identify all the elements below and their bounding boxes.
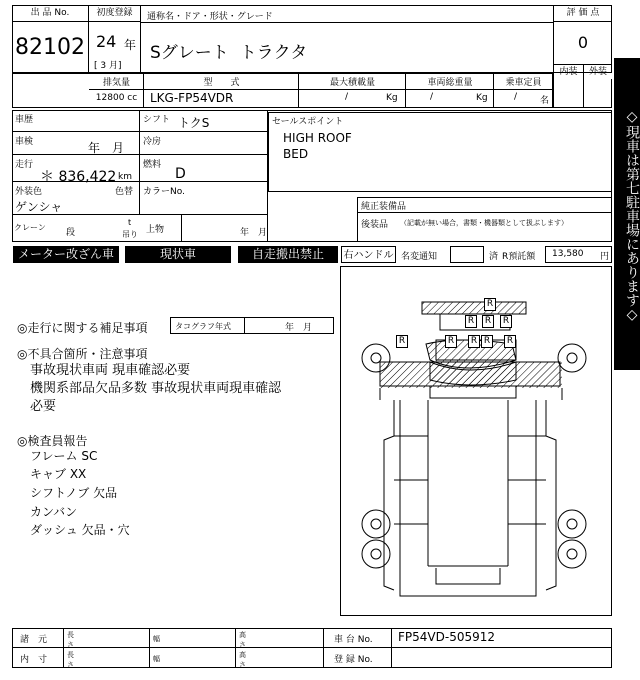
max-load-label: 最大積載量	[329, 78, 375, 88]
first-reg-col	[89, 22, 141, 73]
repair-marker: R	[396, 335, 408, 348]
exterior-color-value: ゲンシャ	[15, 200, 63, 214]
max-load-value: /	[345, 92, 349, 102]
supplement-label: ◎走行に関する補足事項	[17, 321, 148, 335]
upper-divider	[181, 215, 182, 242]
lot-label: 出 品 No.	[12, 5, 89, 22]
interior-rating-box	[553, 79, 583, 108]
model-code-label: 型 式	[203, 78, 240, 88]
capacity-label: 乗車定員	[505, 78, 542, 88]
height-label: 高さ	[239, 631, 246, 649]
repair-marker: R	[468, 335, 480, 348]
model-name: Sグレート トラクタ	[150, 43, 308, 63]
inspector-line-1: フレーム SC	[30, 449, 98, 463]
exterior-rating-label: 外装	[583, 64, 612, 79]
tax-label: R預託額	[502, 252, 536, 262]
inspection-label: 車検	[15, 137, 34, 147]
repair-marker: R	[465, 315, 477, 328]
mileage-unit: km	[118, 172, 132, 182]
model-desc-line	[141, 22, 553, 23]
tax-value: 13,580	[552, 249, 584, 259]
gross-weight-label: 車両総重量	[427, 78, 473, 88]
shift-label: シフト	[143, 115, 171, 125]
sales-point-line-1: HIGH ROOF	[283, 131, 352, 145]
defects-line-1: 事故現状車両 現車確認必要	[30, 363, 191, 378]
aftermarket-col	[357, 213, 358, 242]
first-reg-year: 24	[96, 32, 117, 51]
details-row1	[12, 110, 268, 132]
name-change-label: 名変通知	[401, 252, 438, 262]
interior-rating-label: 内装	[553, 64, 583, 79]
mileage-label: 走行	[15, 160, 34, 170]
side-banner: ◇現車は第七駐車場にあります◇	[614, 58, 640, 370]
fuel-label: 燃料	[143, 160, 162, 170]
reg-label: 登 録 No.	[334, 655, 373, 665]
gross-weight-value: /	[430, 92, 434, 102]
exterior-rating-box	[583, 79, 612, 108]
length-label: 長さ	[67, 631, 74, 649]
first-reg-year-unit: 年	[124, 38, 137, 52]
repair-marker: R	[504, 335, 516, 348]
defects-line-2: 機関系部品欠品多数 事故現状車両現車確認	[30, 381, 282, 396]
tacho-value: 年 月	[285, 323, 313, 333]
width-label: 幅	[153, 655, 160, 663]
max-load-unit: Kg	[386, 93, 398, 103]
lot-number: 82102	[12, 22, 89, 73]
genuine-label: 純正装備品	[361, 202, 407, 212]
as-is-label: 現状車	[125, 246, 231, 263]
first-reg-month: [ 3 月]	[94, 61, 122, 71]
name-change-box	[450, 246, 484, 263]
tacho-label: タコグラフ年式	[175, 322, 231, 331]
gross-weight-unit: Kg	[476, 93, 488, 103]
height-label: 高さ	[239, 651, 246, 669]
inspector-line-2: キャブ XX	[30, 467, 87, 481]
footer-col-3	[150, 628, 236, 668]
upper-label: 上物	[146, 225, 165, 235]
crane-ton-bottom: 吊り	[122, 230, 138, 239]
crane-ton-top: t	[128, 218, 132, 227]
fuel-value: D	[175, 166, 186, 182]
exterior-color-label: 外装色	[15, 187, 43, 197]
inspector-label: ◎検査員報告	[17, 434, 88, 448]
sales-point-line-2: BED	[283, 147, 309, 161]
rating-value: 0	[553, 22, 612, 64]
model-desc-label: 通称名・ドア・形状・グレード	[147, 12, 273, 22]
repair-marker: R	[445, 335, 457, 348]
sales-point-label: セールスポイント	[272, 117, 344, 127]
chassis-value: FP54VD-505912	[398, 630, 495, 644]
dims-label: 内 寸	[20, 655, 48, 665]
crane-label: クレーン	[14, 223, 46, 232]
mileage-value: ＊ 836,422	[40, 169, 117, 185]
inspector-line-5: ダッシュ 欠品・穴	[30, 523, 130, 537]
defects-line-3: 必要	[30, 399, 57, 414]
ac-label: 冷房	[143, 137, 162, 147]
width-label: 幅	[153, 635, 160, 643]
crane-value: 段	[66, 228, 76, 238]
tax-unit: 円	[600, 252, 610, 262]
color-change-label: 色替	[115, 187, 134, 197]
shift-value: トクS	[178, 116, 210, 130]
length-label: 長さ	[67, 651, 74, 669]
repair-marker: R	[484, 298, 496, 311]
defects-label: ◎不具合箇所・注意事項	[17, 347, 148, 361]
inspector-line-3: シフトノブ 欠品	[30, 486, 118, 500]
inspection-value: 年 月	[88, 141, 125, 155]
displacement-value: 12800 cc	[95, 93, 138, 103]
color-no-label: カラーNo.	[143, 187, 185, 197]
aftermarket-note: （記載が無い場合，書類・機器類として扱ぶします）	[400, 219, 568, 227]
no-self-drive-label: 自走搬出禁止	[238, 246, 338, 263]
capacity-unit: 名	[540, 96, 550, 106]
first-reg-label: 初度登録	[89, 5, 141, 22]
tax-prefix: 済	[489, 252, 499, 262]
history-label: 車歴	[15, 115, 34, 125]
displacement-label: 排気量	[102, 78, 130, 88]
chassis-label: 車 台 No.	[334, 635, 373, 645]
model-code-value: LKG-FP54VDR	[150, 91, 234, 105]
repair-marker: R	[482, 315, 494, 328]
repair-marker: R	[500, 315, 512, 328]
right-handle-label: 右ハンドル	[341, 246, 396, 263]
aftermarket-label: 後装品	[361, 220, 389, 230]
upper-value: 年 月	[240, 228, 268, 238]
specs-label: 諸 元	[20, 635, 48, 645]
capacity-value: /	[514, 92, 518, 102]
meter-tamper-label: メーター改ざん車	[13, 246, 119, 263]
details-row2	[12, 132, 268, 155]
tacho-divider	[244, 317, 245, 334]
repair-marker: R	[481, 335, 493, 348]
rating-label: 評 価 点	[553, 5, 612, 22]
inspector-line-4: カンバン	[30, 505, 78, 519]
